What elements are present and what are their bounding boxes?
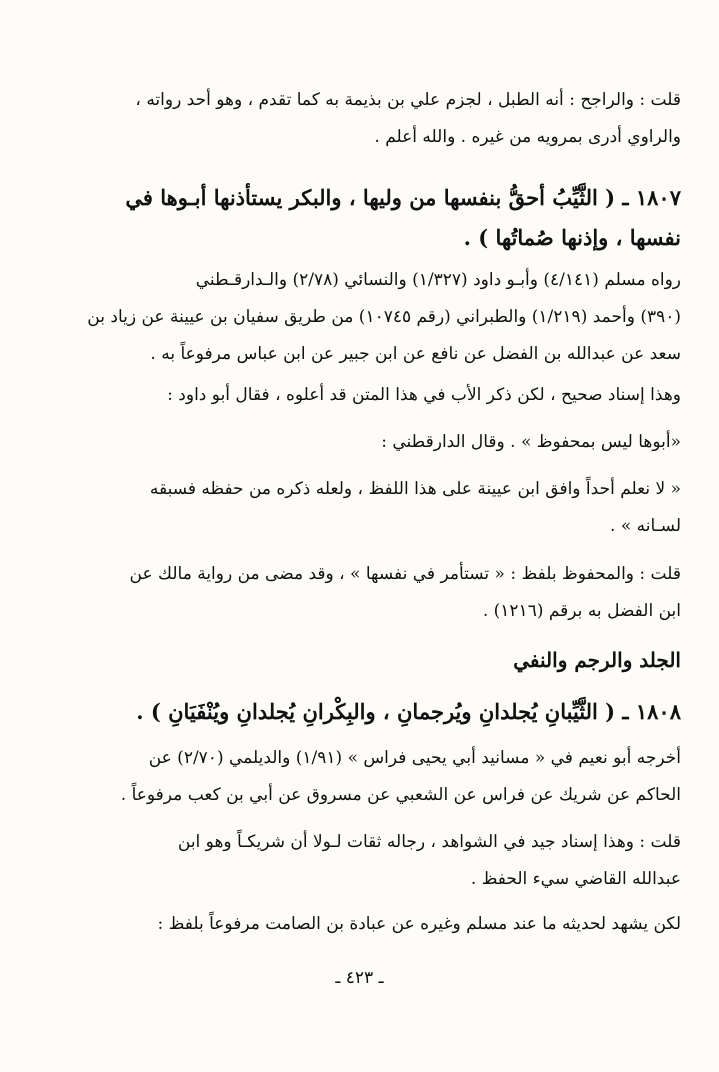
text-line: الحاكم عن شريك عن فراس عن الشعبي عن مسروق عن أبي بن كعب مرفوعاً . (120, 785, 681, 805)
text-line: عبدالله القاضي سيء الحفظ . (470, 869, 681, 889)
section-heading (513, 648, 681, 672)
paragraph-abu-dawud-quote (72, 424, 681, 461)
hadith-1807-text (72, 178, 681, 258)
text-line: «أبوها ليس بمحفوظ » . وقال الدارقطني : (381, 432, 681, 452)
text-line: أخرجه أبو نعيم في « مسانيد أبي يحيى فراس » (١/٩١) والديلمي (٢/٧٠) عن (148, 748, 681, 768)
section-heading-text: الجلد والرجم والنفي (513, 648, 681, 672)
text-line: قلت : والراجح : أنه الطبل ، لجزم علي بن بذيمة به كما تقدم ، وهو أحد رواته ، (135, 90, 681, 110)
text-line: والراوي أدرى بمرويه من غيره . والله أعلم . (374, 127, 681, 147)
hadith-1807-takhrij (72, 262, 681, 373)
text-line: ابن الفضل به برقم (١٢١٦) . (482, 601, 681, 621)
text-line: قلت : وهذا إسناد جيد في الشواهد ، رجاله ثقات لـولا أن شريكـاً وهو ابن (177, 832, 681, 852)
text-line: وهذا إسناد صحيح ، لكن ذكر الأب في هذا المتن قد أعلوه ، فقال أبو داود : (167, 385, 681, 405)
paragraph-mahfuz-wording (72, 556, 681, 630)
hadith-1808-text (72, 692, 681, 732)
text-line: سعد عن عبدالله بن الفضل عن نافع عن ابن جبير عن ابن عباس مرفوعاً به . (150, 344, 681, 364)
text-line: ١٨٠٧ ـ ( الثَّيِّبُ أحقُّ بنفسها من وليها ، والبكر يستأذنها أبـوها في (125, 185, 681, 210)
text-line: لكن يشهد لحديثه ما عند مسلم وغيره عن عبادة بن الصامت مرفوعاً بلفظ : (157, 914, 681, 934)
text-line: « لا نعلم أحداً وافق ابن عيينة على هذا اللفظ ، ولعله ذكره من حفظه فسبقه (149, 479, 681, 499)
text-line: نفسها ، وإذنها صُماتُها ) . (463, 225, 681, 250)
paragraph-isnad-sahih (72, 377, 681, 414)
paragraph-isnad-jayyid (72, 824, 681, 898)
text-line: لسـانه » . (610, 516, 681, 536)
text-line: قلت : والمحفوظ بلفظ : « تستأمر في نفسها » ، وقد مضى من رواية مالك عن (129, 564, 681, 584)
text-line: ١٨٠٨ ـ ( الثَّيِّبانِ يُجلدانِ ويُرجمانِ ، والبِكْرانِ يُجلدانِ ويُنْفَيَانِ ) . (136, 699, 681, 724)
text-line: رواه مسلم (٤/١٤١) وأبـو داود (١/٣٢٧) والنسائي (٢/٧٨) والـدارقـطني (195, 270, 681, 290)
paragraph-daraqutni-quote (72, 471, 681, 545)
text-line: (٣٩٠) وأحمد (١/٢١٩) والطبراني (رقم ١٠٧٤٥) من طريق سفيان بن عيينة عن زياد بن (87, 307, 681, 327)
paragraph-opinion-tabl (72, 82, 681, 156)
page-number: ـ ٤٢٣ ـ (335, 968, 384, 988)
paragraph-shahid-muslim (72, 906, 681, 943)
hadith-1808-takhrij (72, 740, 681, 814)
